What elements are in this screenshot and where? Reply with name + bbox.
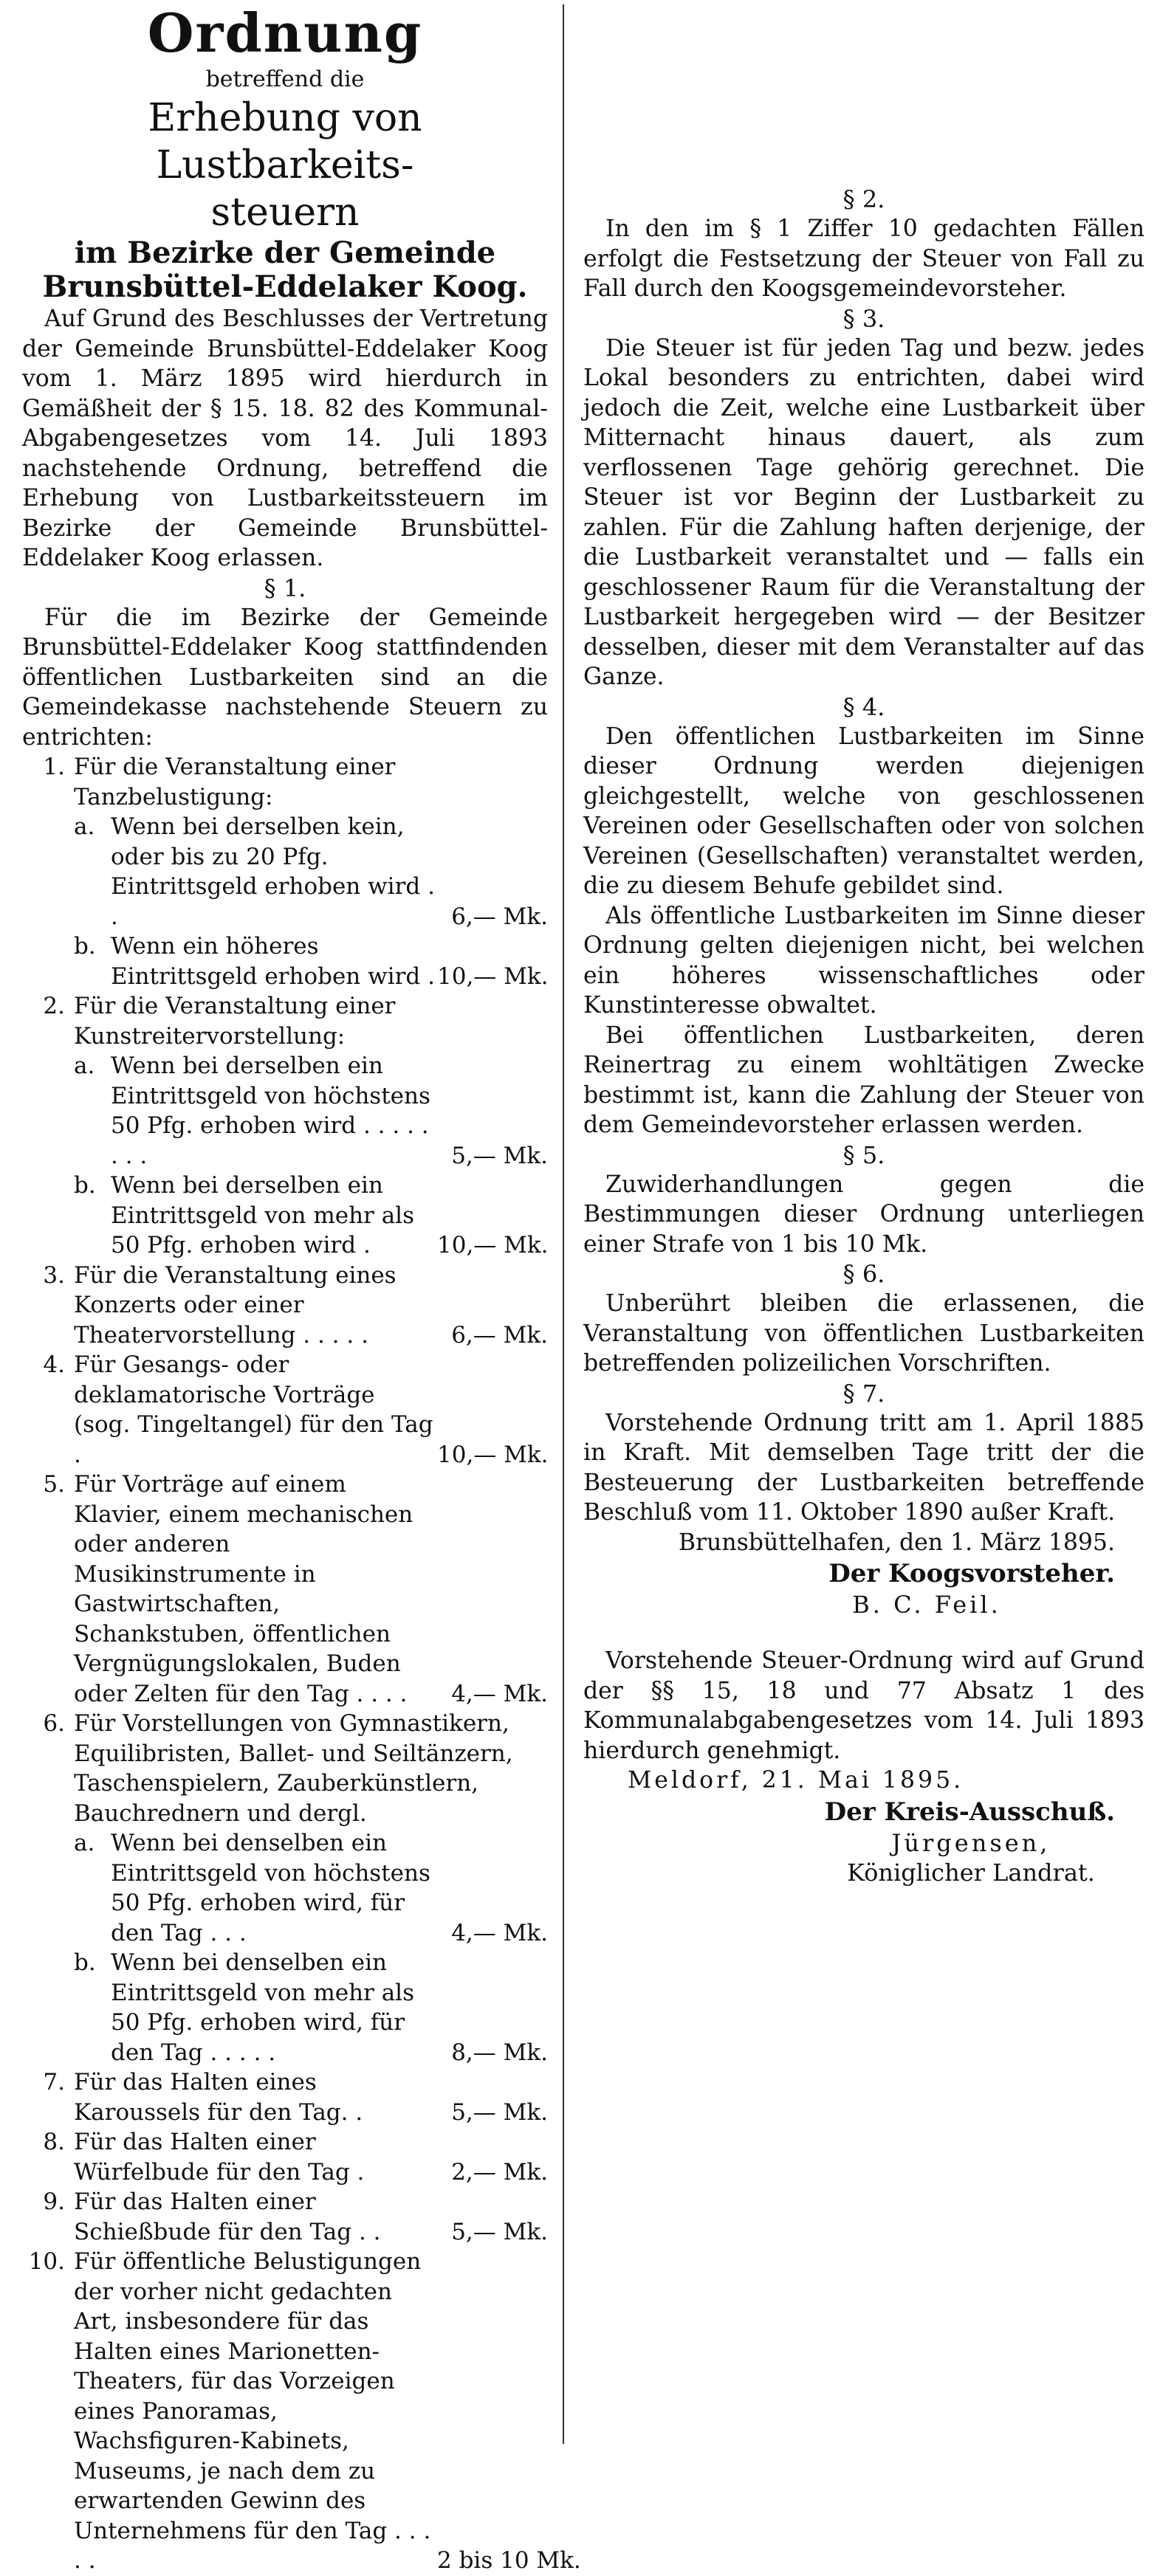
- fee: 4,— Mk.: [451, 1919, 548, 1946]
- item-text: Für die Veranstaltung einer Kunstreitervorstellung:: [74, 993, 396, 1050]
- tax-item-6b: [74, 1948, 548, 2067]
- sub-text: Wenn ein höheres Eintrittsgeld erhoben wird .: [111, 933, 435, 990]
- section-4-paragraph-1: Den öffentlichen Lustbarkeiten im Sinne dieser Ordnung werden diejenigen gleichgestellt, welche von geschlossenen Vereinen oder Gesellschaften oder von solchen Vereinen (Gesellschaften) veranstaltet werden, die zu diesem Behufe gebildet sind.: [583, 723, 1144, 899]
- item-number: 8.: [43, 2129, 65, 2155]
- tax-item-10: [22, 2247, 581, 2576]
- item-text: Für Vorstellungen von Gymnastikern, Equilibristen, Ballet- und Seiltänzern, Taschenspielern, Zauberkünstlern, Bauchrednern und dergl.: [74, 1710, 513, 1827]
- fee: 10,— Mk.: [437, 1232, 549, 1258]
- heading-line-3: steuern: [210, 190, 360, 235]
- item-number: 7.: [43, 2069, 65, 2095]
- item-number: 10.: [28, 2248, 65, 2275]
- item-text: Für das Halten eines Karoussels für den Tag. .: [74, 2069, 363, 2126]
- item-number: 1.: [43, 754, 65, 780]
- item-number: 6.: [43, 1710, 65, 1737]
- fee: 5,— Mk.: [451, 1142, 548, 1169]
- section-4-paragraph-3: Bei öffentlichen Lustbarkeiten, deren Reinertrag zu einem wohltätigen Zwecke bestimmt ist, kann die Zahlung der Steuer von dem Gemeindevorsteher erlassen werden.: [583, 1022, 1144, 1138]
- section-4-heading: § 4.: [842, 692, 885, 721]
- tax-item-6: [22, 1709, 548, 1828]
- fee: 6,— Mk.: [451, 1321, 548, 1349]
- sub-text: Wenn bei derselben kein, oder bis zu 20 Pfg. Eintrittsgeld erhoben wird . .: [111, 813, 435, 930]
- tax-item-1: [22, 752, 548, 812]
- signature-place-date: Brunsbüttelhafen, den 1. März 1895.: [678, 1529, 1115, 1556]
- tax-item-7: [22, 2067, 548, 2127]
- sub-text: Wenn bei derselben ein Eintrittsgeld von höchstens 50 Pfg. erhoben wird . . . . . . . .: [111, 1053, 430, 1169]
- sub-text: Wenn bei denselben ein Eintrittsgeld von höchstens 50 Pfg. erhoben wird, für den Tag . . .: [111, 1830, 430, 1946]
- left-column: [22, 1, 581, 2576]
- section-6-heading: § 6.: [842, 1260, 885, 1288]
- fee: 2 bis 10 Mk.: [437, 2547, 581, 2574]
- section-6-text: Unberührt bleiben die erlassenen, die Veranstaltung von öffentlichen Lustbarkeiten betreffenden polizeilichen Vorschriften.: [583, 1290, 1144, 1377]
- sub-letter: b.: [74, 1172, 96, 1199]
- item-number: 9.: [43, 2188, 65, 2215]
- heading-line-2: Erhebung von Lustbarkeits-: [148, 96, 422, 187]
- tax-item-3: [22, 1261, 548, 1351]
- fee: 5,— Mk.: [451, 2218, 548, 2245]
- item-text: Für das Halten einer Schießbude für den Tag . .: [74, 2188, 381, 2245]
- item-text: Für die Veranstaltung einer Tanzbelustigung:: [74, 754, 396, 810]
- sub-letter: b.: [74, 933, 96, 960]
- tax-item-1a: [74, 812, 548, 931]
- item-text: Für Vorträge auf einem Klavier, einem mechanischen oder anderen Musikinstrumente in Gastwirtschaften, Schankstuben, öffentlichen Vergnügungslokalen, Buden oder Zelten für den Tag . . . .: [74, 1471, 413, 1707]
- spacer: [583, 1619, 1144, 1646]
- sub-text: Wenn bei derselben ein Eintrittsgeld von mehr als 50 Pfg. erhoben wird .: [111, 1172, 415, 1258]
- section-7-heading: § 7.: [842, 1379, 885, 1408]
- section-2-heading: § 2.: [842, 185, 885, 213]
- approval-text: Vorstehende Steuer-Ordnung wird auf Grund der §§ 15, 18 und 77 Absatz 1 des Kommunalabgabengesetzes vom 14. Juli 1893 hierdurch genehmigt.: [583, 1647, 1144, 1764]
- tax-item-8: [22, 2127, 548, 2187]
- item-text: Für die Veranstaltung eines Konzerts oder einer Theatervorstellung . . . . .: [74, 1261, 397, 1349]
- fee: 4,— Mk.: [451, 1680, 548, 1707]
- document-title: Ordnung: [147, 1, 423, 64]
- tax-item-1b: [74, 931, 548, 991]
- section-1-intro: Für die im Bezirke der Gemeinde Brunsbüttel-Eddelaker Koog stattfindenden öffentlichen Lustbarkeiten sind an die Gemeindekasse nachstehende Steuern zu entrichten:: [22, 604, 548, 751]
- sub-text: Wenn bei denselben ein Eintrittsgeld von mehr als 50 Pfg. erhoben wird, für den Tag . . . . .: [111, 1949, 415, 2066]
- fee: 8,— Mk.: [451, 2039, 548, 2066]
- section-7-text: Vorstehende Ordnung tritt am 1. April 1885 in Kraft. Mit demselben Tage tritt der die Besteuerung der Lustbarkeiten betreffende Beschluß vom 11. Oktober 1890 außer Kraft.: [583, 1409, 1144, 1526]
- approval-name: Jürgensen,: [891, 1828, 1051, 1857]
- item-number: 5.: [43, 1471, 65, 1498]
- approval-place-date: Meldorf, 21. Mai 1895.: [628, 1767, 964, 1794]
- sub-letter: a.: [74, 1830, 95, 1856]
- signature-name: B. C. Feil.: [852, 1591, 1001, 1619]
- tax-item-9: [22, 2187, 548, 2247]
- approval-office: Der Kreis-Ausschuß.: [824, 1797, 1115, 1827]
- approval-title: Königlicher Landrat.: [847, 1858, 1095, 1887]
- section-4-paragraph-2: Als öffentliche Lustbarkeiten im Sinne dieser Ordnung gelten diejenigen nicht, bei welchen ein höheres wissenschaftliches oder Kunstinteresse obwaltet.: [583, 902, 1144, 1019]
- item-number: 2.: [43, 993, 65, 1019]
- fee: 10,— Mk.: [437, 962, 549, 990]
- item-text: Für öffentliche Belustigungen der vorher nicht gedachten Art, insbesondere für das Halten eines Marionetten-Theaters, für das Vorzeigen eines Panoramas, Wachsfiguren-Kabinets, Museums, je nach dem zu erwartenden Gewinn des Unternehmens für den Tag . . . . .: [74, 2248, 431, 2574]
- fee: 2,— Mk.: [451, 2158, 548, 2186]
- sub-letter: a.: [74, 1053, 95, 1079]
- item-text: Für Gesangs- oder deklamatorische Vorträge (sog. Tingeltangel) für den Tag .: [74, 1351, 433, 1468]
- heading-line-5: Brunsbüttel-Eddelaker Koog.: [42, 269, 528, 304]
- section-5-heading: § 5.: [842, 1140, 885, 1169]
- section-3-text: Die Steuer ist für jeden Tag und bezw. jedes Lokal besonders zu entrichten, dabei wird jedoch die Zeit, welche eine Lustbarkeit über Mitternacht hinaus dauert, als zum verflossenen Tage gehörig gerechnet. Die Steuer ist vor Beginn der Lustbarkeit zu zahlen. Für die Zahlung haften derjenige, der die Lustbarkeit veranstaltet und — falls ein geschlossener Raum für die Veranstaltung der Lustbarkeit hergegeben wird — der Besitzer desselben, dieser mit dem Veranstalter auf das Ganze.: [583, 334, 1144, 690]
- tax-item-2b: [74, 1171, 548, 1261]
- item-text: Für das Halten einer Würfelbude für den Tag .: [74, 2129, 365, 2186]
- sub-letter: a.: [74, 813, 95, 840]
- item-number: 4.: [43, 1351, 65, 1378]
- signature-office: Der Koogsvorsteher.: [828, 1559, 1115, 1588]
- tax-item-2: [22, 991, 548, 1051]
- tax-item-6a: [74, 1828, 548, 1948]
- right-column: [583, 185, 1144, 1887]
- fee: 5,— Mk.: [451, 2098, 548, 2126]
- section-3-heading: § 3.: [842, 304, 885, 333]
- section-1-heading: § 1.: [264, 574, 306, 602]
- tax-item-4: [22, 1350, 548, 1470]
- fee: 6,— Mk.: [451, 903, 548, 930]
- fee: 10,— Mk.: [437, 1441, 549, 1468]
- preamble-paragraph: Auf Grund des Beschlusses der Vertretung der Gemeinde Brunsbüttel-Eddelaker Koog vom 1. März 1895 wird hierdurch in Gemäßheit der § 15. 18. 82 des Kommunal-Abgabengesetzes vom 14. Juli 1893 nachstehende Ordnung, betreffend die Erhebung von Lustbarkeitssteuern im Bezirke der Gemeinde Brunsbüttel-Eddelaker Koog erlassen.: [22, 306, 548, 571]
- column-divider: [563, 4, 564, 2444]
- section-5-text: Zuwiderhandlungen gegen die Bestimmungen dieser Ordnung unterliegen einer Strafe von 1 bis 10 Mk.: [583, 1171, 1144, 1258]
- heading-line-4: im Bezirke der Gemeinde: [74, 235, 496, 270]
- sub-letter: b.: [74, 1949, 96, 1976]
- item-number: 3.: [43, 1261, 65, 1289]
- section-2-text: In den im § 1 Ziffer 10 gedachten Fällen erfolgt die Festsetzung der Steuer von Fall zu Fall durch den Koogsgemeindevorsteher.: [583, 216, 1144, 302]
- tax-item-5: [22, 1470, 548, 1709]
- heading-line-1: betreffend die: [205, 66, 365, 92]
- tax-item-2a: [74, 1051, 548, 1171]
